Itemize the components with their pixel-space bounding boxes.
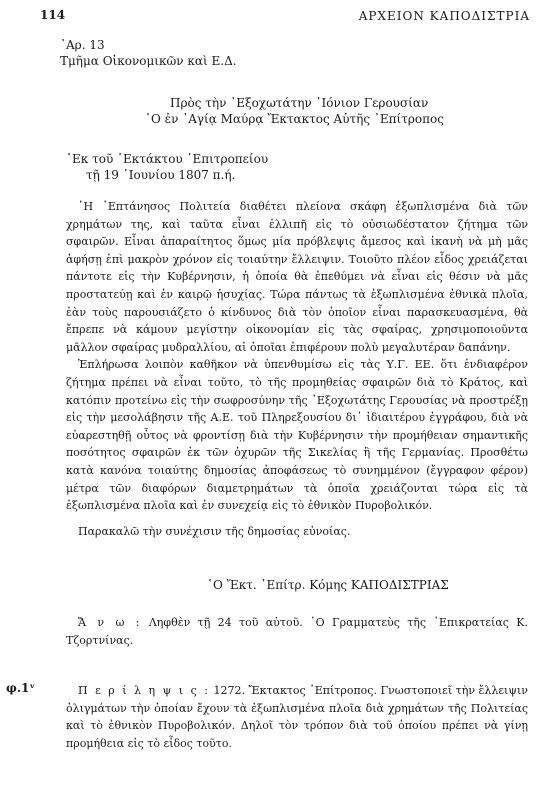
reference-number: ᾿Αρ. 13 xyxy=(60,38,105,52)
paragraph-2: Ἐπλήρωσα λοιπὸν καθῆκον νὰ ὑπενθυμίσω εἰς τὰς Υ.Γ. ΕΕ. ὅτι ἐνδιαφέρον ζήτημα πρέπει νὰ εἶναι τοῦτο, τὸ τῆς προμηθείας σφαιρῶν διὰ τὸ Κράτος, καὶ κατόπιν προτείνω εἰς τὴν σωφροσύνην τῆς ᾿Εξοχωτάτης Γερουσίας νὰ προστρέξῃ εἰς τὴν μεσολάβησιν τῆς Α.Ε. τοῦ Πληρεξουσίου δι᾿ ἰδιαιτέρου ἐγγράφου, διὰ νὰ εὐαρεστηθῇ οὗτος νὰ φροντίσῃ διὰ τὴν Κυβέρνησιν τὴν προμήθειαν σημαντικῆς ποσότητος σφαιρῶν ἐκ τῶν ὀχυρῶν τῆς Σικελίας ἢ τῆς Γερμανίας. Προσθέτω κατὰ κανόνα τοιαύτης δημοσίας ἀποφάσεως τὸ συνημμένον (ἔγγραφον φέρον) μέτρα τῶν διαφόρων διαμετρημάτων τὰ ὁποῖα χρειάζονται τώρα εἰς τὰ ἐξωπλισμένα πλοῖα καὶ ἐν συνεχείᾳ εἰς τὸ ἐθνικὸν Πυροβολικόν. xyxy=(66,358,528,513)
note-label: Ἄ ν ω : xyxy=(78,616,142,629)
sender-line-1: ᾿Εκ τοῦ ᾿Εκτάκτου ᾿Επιτροπείου xyxy=(66,152,269,166)
summary-text: 1272. Ἔκτακτος ᾿Επίτροπος. Γνωστοποιεῖ τὴν ἔλλειψιν ὀλιγμάτων τὴν ὁποίαν ἔχουν τὰ ἐξωπλισμένα πλοῖα διὰ χρημάτων τῆς Πολιτείας καὶ τὸ ἐθνικὸν Πυροβολικόν. Δηλοῖ τὸν τρόπον διὰ τοῦ ὁποίου πρέπει νὰ γίνῃ προμήθεια εἰς τὸ εἶδος τοῦτο. xyxy=(66,684,528,750)
summary-block xyxy=(66,682,528,752)
signature-name: ΚΑΠΟΔΙΣΤΡΙΑΣ xyxy=(350,578,449,592)
note-text: Ληφθὲν τῇ 24 τοῦ αὐτοῦ. ῾Ο Γραμματεὺς τῆς ᾿Επικρατείας Κ. Τζορτνίνας. xyxy=(66,616,528,647)
signature-prefix: ῾Ο Ἔκτ. ᾿Επίτρ. Κόμης xyxy=(207,578,348,592)
department: Τμῆμα Οἰκονομικῶν καὶ Ε.Δ. xyxy=(60,54,237,68)
paragraph-1: ῾Η ᾿Επτάνησος Πολιτεία διαθέτει πλείονα σκάφη ἐξωπλισμένα διὰ τῶν χρημάτων της, καὶ ταῦτα εἶναι ἐλλιπῆ εἰς τὸ οὐσιωδέστατον ζήτημα τῶν σφαιρῶν. Εἶναι ἀπαραίτητος ὅμως μία πρόβλεψις ἄμεσος καὶ ἱκανὴ νὰ μὴ μᾶς ἀφήσῃ ἐπὶ μακρὸν χρόνον εἰς τοιαύτην ἔλλειψιν. Τοιοῦτο πλέον εἶδος χρειάζεται πάντοτε εἰς τὴν Κυβέρνησιν, ἡ ὁποία θὰ ἐπεθύμει νὰ εἶναι εἰς θέσιν νὰ μᾶς προστατεύῃ καὶ ἐν καιρῷ ἡσυχίας. Τώρα πάντως τὰ ἐξωπλισμένα ἐθνικὰ πλοῖα, ἐὰν τοὺς παρουσιάζετο ὁ κίνδυνος διὰ τὸν ὁποῖον εἶναι παρασκευασμένα, θὰ ἔπρεπε νὰ κάμουν μεγίστην οἰκονομίαν εἰς τὰς σφαίρας, χρησιμοποιοῦντα μᾶλλον σφαίρας μυδραλλίου, αἱ ὁποῖαι ἐπιφέρουν πολὺ μεγαλυτέραν δαπάνην. xyxy=(66,200,528,354)
summary-label: Π ε ρ ί λ η ψ ι ς : xyxy=(78,684,210,697)
running-title: ΑΡΧΕΙΟΝ ΚΑΠΟΔΙΣΤΡΙΑ xyxy=(358,9,530,23)
signature xyxy=(207,578,449,592)
page-number: 114 xyxy=(40,8,66,22)
addressee-line-1: Πρὸς τὴν ᾿Εξοχωτάτην ᾿Ιόνιον Γερουσίαν xyxy=(170,96,429,110)
sender-date: τῇ 19 ᾿Ιουνίου 1807 π.ή. xyxy=(86,168,236,182)
folio-margin-note: φ.1ᵛ xyxy=(6,681,36,695)
addressee-line-2: ῾Ο ἐν ᾿Αγίᾳ Μαύρᾳ Ἔκτακτος Αὐτῆς ᾿Επίτροπος xyxy=(145,112,444,126)
paragraph-3: Παρακαλῶ τὴν συνέχισιν τῆς δημοσίας εὐνοίας. xyxy=(78,524,351,538)
receipt-note xyxy=(66,614,528,649)
letter-body xyxy=(66,198,528,540)
